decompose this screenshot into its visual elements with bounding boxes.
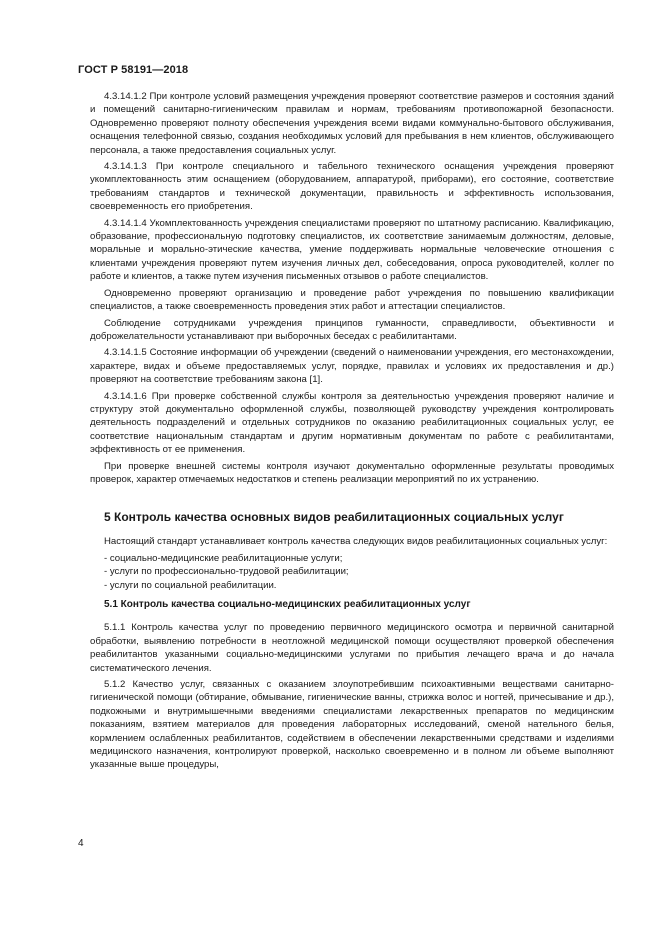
section-intro: Настоящий стандарт устанавливает контроль качества следующих видов реабилитационных социальных услуг: [104,536,608,548]
list-item: - социально-медицинские реабилитационные услуги; [104,552,343,564]
document-header: ГОСТ Р 58191—2018 [78,64,189,76]
section-heading: 5 Контроль качества основных видов реабилитационных социальных услуг [104,510,564,525]
paragraph: Соблюдение сотрудниками учреждения принципов гуманности, справедливости, объективности и доброжелательности устанавливают при выборочных беседах с реабилитантами. [90,317,614,342]
list-item: - услуги по социальной реабилитации. [104,579,277,591]
paragraph: 5.1.2 Качество услуг, связанных с оказанием злоупотребившим психоактивными веществами санитарно-гигиенической помощи (обтирание, обмывание, гигиенические ванны, стрижка волос и ногтей, причесывание и др.), подкожными и внутримышечными введениями специалистами лекарственных препаратов по медицинским показаниям, взятием материалов для проведения лабораторных исследований, сменой нательного белья, кормлением ослабленных реабилитантов, содействием в обеспечении лекарственными средствами и изделиями медицинского назначения, контролируют проверкой, насколько своевременно и в полном ли объеме выполняют указанные выше процедуры, [90,679,614,771]
paragraph: 4.3.14.1.6 При проверке собственной службы контроля за деятельностью учреждения проверяют наличие и структуру этой документально оформленной службы, позволяющей руководству учреждения контролировать деятельность подразделений и отдельных сотрудников по оказанию реабилитационных социальных услуг, ее соответствие национальным стандартам и другим нормативным документам по работе с реабилитантами, эффективность от ее применения. [90,390,614,456]
list-item: - услуги по профессионально-трудовой реабилитации; [104,566,349,578]
paragraph: Одновременно проверяют организацию и проведение работ учреждения по повышению квалификации специалистов, а также своевременность проведения этих работ и аттестации специалистов. [90,287,614,313]
paragraph: При проверке внешней системы контроля изучают документально оформленные результаты проводимых проверок, характер отмечаемых недостатков и степень реализации мероприятий по их устранению. [90,460,614,485]
service-type-list [90,552,614,592]
page-content [90,90,614,775]
paragraph: 4.3.14.1.5 Состояние информации об учреждении (сведений о наименовании учреждения, его местонахождении, характере, видах и объеме предоставляемых услуг, порядке, правилах и условиях их предоставления и др.) проверяют на соответствие требованиям закона [1]. [90,347,614,386]
paragraph: 4.3.14.1.3 При контроле специального и табельного технического оснащения учреждения проверяют укомплектованность этим оснащением (оборудованием, аппаратурой, приборами), его состояние, соответствие требованиям стандартов и технической документации, правильность и эффективность использования, своевременность его приобретения. [90,161,614,213]
paragraph: 4.3.14.1.2 При контроле условий размещения учреждения проверяют соответствие размеров и состояния зданий и помещений санитарно-гигиеническим правилам и нормам, требованиям противопожарной безопасности. Одновременно проверяют полноту обеспечения учреждения всеми видами коммунально-бытового обслуживания, оснащения телефонной связью, создания необходимых условий для пребывания в нем клиентов, обслуживающего персонала, а также предоставления социальных услуг. [90,91,614,156]
subsection-heading: 5.1 Контроль качества социально-медицинских реабилитационных услуг [104,599,471,610]
paragraph: 5.1.1 Контроль качества услуг по проведению первичного медицинского осмотра и первичной санитарной обработки, выявлению потребности в неотложной медицинской помощи осуществляют проверкой обеспечения реабилитантов указанными социально-медицинскими услугами по прибытия лечащего врача и до начала систематического лечения. [90,622,614,674]
paragraph: 4.3.14.1.4 Укомплектованность учреждения специалистами проверяют по штатному расписанию. Квалификацию, образование, профессиональную подготовку специалистов, их соответствие занимаемым должностям, деловые, моральные и морально-этические качества, умение поддерживать нормальные человеческие отношения с клиентами учреждения проверяют путем изучения личных дел, собеседования, опроса руководителей, коллег по работе и клиентов, а также путем изучения письменных отзывов о работе специалистов. [90,217,614,283]
page-number: 4 [78,838,84,849]
